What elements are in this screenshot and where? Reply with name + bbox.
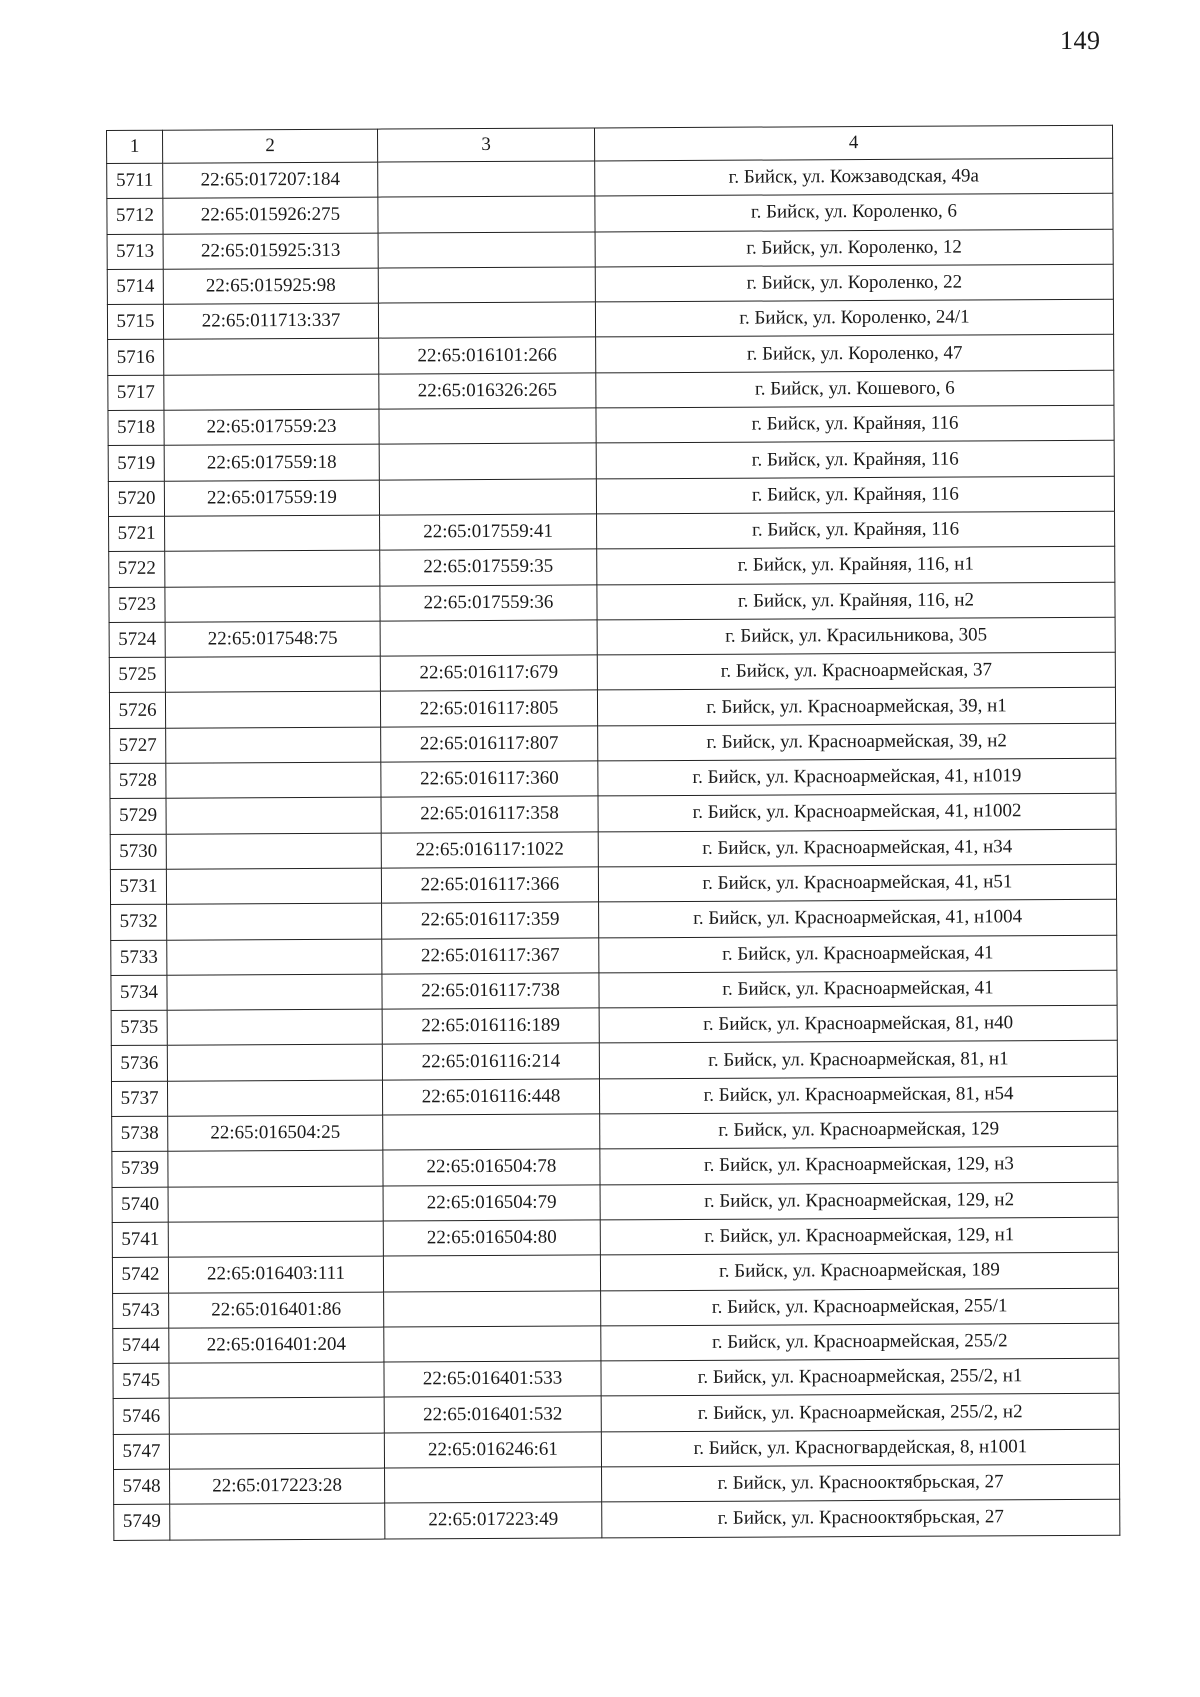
secondary-cadastral-cell: 22:65:016504:80 xyxy=(383,1220,600,1256)
secondary-cadastral-cell: 22:65:016117:679 xyxy=(380,655,597,691)
cadastral-number-cell xyxy=(165,692,380,728)
address-cell: г. Бийск, ул. Красноармейская, 189 xyxy=(600,1252,1118,1290)
cadastral-number-cell: 22:65:011713:337 xyxy=(163,303,378,339)
secondary-cadastral-cell: 22:65:016117:807 xyxy=(381,726,598,762)
row-number-cell: 5714 xyxy=(107,269,163,305)
address-cell: г. Бийск, ул. Красноармейская, 81, н1 xyxy=(599,1041,1117,1079)
row-number-cell: 5725 xyxy=(109,657,165,693)
address-cell: г. Бийск, ул. Красноармейская, 255/2, н1 xyxy=(601,1358,1119,1396)
cadastral-number-cell: 22:65:017559:18 xyxy=(164,444,379,480)
address-cell: г. Бийск, ул. Красноармейская, 129, н2 xyxy=(600,1182,1118,1220)
table-row xyxy=(112,1252,1118,1293)
row-number-cell: 5715 xyxy=(107,304,163,340)
secondary-cadastral-cell: 22:65:016117:358 xyxy=(381,796,598,832)
cadastral-number-cell xyxy=(167,903,382,939)
secondary-cadastral-cell: 22:65:016117:359 xyxy=(382,902,599,938)
column-header: 3 xyxy=(377,128,594,162)
table-row xyxy=(108,335,1114,376)
table-row xyxy=(108,441,1114,482)
row-number-cell: 5727 xyxy=(110,728,166,764)
table-row xyxy=(113,1323,1119,1364)
secondary-cadastral-cell: 22:65:016401:533 xyxy=(384,1361,601,1397)
row-number-cell: 5740 xyxy=(112,1187,168,1223)
table-row xyxy=(113,1394,1119,1435)
row-number-cell: 5743 xyxy=(113,1293,169,1329)
row-number-cell: 5719 xyxy=(108,446,164,482)
address-cell: г. Бийск, ул. Красноармейская, 41, н1004 xyxy=(599,899,1117,937)
secondary-cadastral-cell xyxy=(378,267,595,303)
row-number-cell: 5746 xyxy=(113,1399,169,1435)
address-cell: г. Бийск, ул. Краснооктябрьская, 27 xyxy=(602,1464,1120,1502)
secondary-cadastral-cell: 22:65:016504:78 xyxy=(383,1149,600,1185)
cadastral-number-cell: 22:65:015925:98 xyxy=(163,268,378,304)
secondary-cadastral-cell: 22:65:016117:1022 xyxy=(381,832,598,868)
address-cell: г. Бийск, ул. Красноармейская, 129, н3 xyxy=(600,1147,1118,1185)
cadastral-number-cell: 22:65:017559:23 xyxy=(164,409,379,445)
secondary-cadastral-cell: 22:65:016117:367 xyxy=(382,937,599,973)
secondary-cadastral-cell: 22:65:016326:265 xyxy=(379,373,596,409)
table-row xyxy=(111,1076,1117,1117)
cadastral-number-cell xyxy=(170,1503,385,1539)
row-number-cell: 5731 xyxy=(110,869,166,905)
secondary-cadastral-cell xyxy=(385,1467,602,1503)
address-cell: г. Бийск, ул. Красноармейская, 81, н54 xyxy=(599,1076,1117,1114)
table-row xyxy=(107,194,1113,235)
secondary-cadastral-cell: 22:65:016504:79 xyxy=(383,1185,600,1221)
address-cell: г. Бийск, ул. Красноармейская, 41 xyxy=(599,970,1117,1008)
table-row xyxy=(107,158,1113,199)
cadastral-number-cell: 22:65:015925:313 xyxy=(163,233,378,269)
cadastral-number-cell xyxy=(166,833,381,869)
cadastral-number-cell xyxy=(165,550,380,586)
cadastral-number-cell xyxy=(167,1009,382,1045)
row-number-cell: 5724 xyxy=(109,622,165,658)
table-row xyxy=(109,546,1115,587)
table-row xyxy=(114,1464,1120,1505)
cadastral-number-cell xyxy=(167,1080,382,1116)
address-cell: г. Бийск, ул. Красноармейская, 255/2 xyxy=(601,1323,1119,1361)
table-row xyxy=(111,1005,1117,1046)
address-cell: г. Бийск, ул. Красноармейская, 81, н40 xyxy=(599,1005,1117,1043)
cadastral-number-cell xyxy=(166,727,381,763)
secondary-cadastral-cell: 22:65:016117:366 xyxy=(381,867,598,903)
address-cell: г. Бийск, ул. Кошевого, 6 xyxy=(596,370,1114,408)
cadastral-number-cell: 22:65:016403:111 xyxy=(168,1256,383,1292)
registry-body xyxy=(107,158,1120,1540)
row-number-cell: 5735 xyxy=(111,1010,167,1046)
table-row xyxy=(109,617,1115,658)
address-cell: г. Бийск, ул. Красноармейская, 37 xyxy=(597,652,1115,690)
cadastral-number-cell: 22:65:016401:204 xyxy=(169,1327,384,1363)
cadastral-number-cell: 22:65:017207:184 xyxy=(163,162,378,198)
secondary-cadastral-cell: 22:65:017223:49 xyxy=(385,1502,602,1538)
table-row xyxy=(113,1358,1119,1399)
row-number-cell: 5736 xyxy=(111,1046,167,1082)
row-number-cell: 5749 xyxy=(114,1504,170,1540)
table-row xyxy=(110,758,1116,799)
address-cell: г. Бийск, ул. Красноармейская, 41, н1002 xyxy=(598,794,1116,832)
cadastral-number-cell xyxy=(168,1221,383,1257)
address-cell: г. Бийск, ул. Крайняя, 116 xyxy=(596,405,1114,443)
address-cell: г. Бийск, ул. Красноармейская, 129, н1 xyxy=(600,1217,1118,1255)
secondary-cadastral-cell: 22:65:017559:35 xyxy=(380,549,597,585)
table-row xyxy=(107,299,1113,340)
cadastral-number-cell: 22:65:017548:75 xyxy=(165,621,380,657)
row-number-cell: 5734 xyxy=(111,975,167,1011)
column-header: 4 xyxy=(594,125,1112,161)
secondary-cadastral-cell xyxy=(378,196,595,232)
row-number-cell: 5716 xyxy=(108,340,164,376)
table-row xyxy=(107,264,1113,305)
secondary-cadastral-cell xyxy=(384,1326,601,1362)
cadastral-number-cell xyxy=(166,762,381,798)
row-number-cell: 5748 xyxy=(114,1469,170,1505)
address-cell: г. Бийск, ул. Крайняя, 116 xyxy=(597,511,1115,549)
table-row xyxy=(114,1499,1120,1540)
table-row xyxy=(109,652,1115,693)
secondary-cadastral-cell xyxy=(383,1114,600,1150)
cadastral-number-cell: 22:65:016504:25 xyxy=(168,1115,383,1151)
page-number: 149 xyxy=(1060,26,1101,55)
cadastral-number-cell xyxy=(164,374,379,410)
secondary-cadastral-cell xyxy=(379,408,596,444)
cadastral-number-cell xyxy=(169,1433,384,1469)
address-cell: г. Бийск, ул. Красноармейская, 129 xyxy=(600,1111,1118,1149)
address-cell: г. Бийск, ул. Красноармейская, 39, н2 xyxy=(598,723,1116,761)
column-header: 1 xyxy=(107,130,163,163)
table-row xyxy=(111,899,1117,940)
row-number-cell: 5729 xyxy=(110,799,166,835)
row-number-cell: 5717 xyxy=(108,375,164,411)
cadastral-number-cell: 22:65:017559:19 xyxy=(164,480,379,516)
row-number-cell: 5744 xyxy=(113,1328,169,1364)
table-row xyxy=(110,864,1116,905)
row-number-cell: 5745 xyxy=(113,1363,169,1399)
cadastral-number-cell xyxy=(167,939,382,975)
address-cell: г. Бийск, ул. Красноармейская, 255/1 xyxy=(601,1288,1119,1326)
table-row xyxy=(113,1288,1119,1329)
address-cell: г. Бийск, ул. Краснооктябрьская, 27 xyxy=(602,1499,1120,1537)
row-number-cell: 5733 xyxy=(111,940,167,976)
address-cell: г. Бийск, ул. Кожзаводская, 49а xyxy=(595,158,1113,196)
secondary-cadastral-cell: 22:65:016401:532 xyxy=(384,1396,601,1432)
table-row xyxy=(110,723,1116,764)
address-cell: г. Бийск, ул. Короленко, 22 xyxy=(595,264,1113,302)
secondary-cadastral-cell: 22:65:016101:266 xyxy=(379,337,596,373)
cadastral-number-cell xyxy=(166,797,381,833)
secondary-cadastral-cell xyxy=(378,232,595,268)
row-number-cell: 5747 xyxy=(113,1434,169,1470)
row-number-cell: 5713 xyxy=(107,234,163,270)
row-number-cell: 5732 xyxy=(111,904,167,940)
row-number-cell: 5726 xyxy=(109,693,165,729)
row-number-cell: 5711 xyxy=(107,163,163,199)
address-cell: г. Бийск, ул. Короленко, 24/1 xyxy=(595,299,1113,337)
secondary-cadastral-cell xyxy=(378,161,595,197)
row-number-cell: 5718 xyxy=(108,410,164,446)
secondary-cadastral-cell xyxy=(380,620,597,656)
cadastral-number-cell xyxy=(164,339,379,375)
secondary-cadastral-cell xyxy=(379,479,596,515)
address-cell: г. Бийск, ул. Крайняя, 116, н1 xyxy=(597,546,1115,584)
row-number-cell: 5728 xyxy=(110,763,166,799)
cadastral-number-cell xyxy=(165,586,380,622)
secondary-cadastral-cell: 22:65:017559:36 xyxy=(380,584,597,620)
secondary-cadastral-cell: 22:65:016116:448 xyxy=(382,1079,599,1115)
secondary-cadastral-cell: 22:65:016116:214 xyxy=(382,1043,599,1079)
header-row xyxy=(107,125,1113,163)
table-row xyxy=(109,582,1115,623)
cadastral-number-cell: 22:65:016401:86 xyxy=(169,1292,384,1328)
row-number-cell: 5738 xyxy=(112,1116,168,1152)
row-number-cell: 5742 xyxy=(112,1257,168,1293)
table-row xyxy=(112,1182,1118,1223)
secondary-cadastral-cell: 22:65:016117:360 xyxy=(381,761,598,797)
address-cell: г. Бийск, ул. Красногвардейская, 8, н1001 xyxy=(601,1429,1119,1467)
address-cell: г. Бийск, ул. Крайняя, 116, н2 xyxy=(597,582,1115,620)
row-number-cell: 5723 xyxy=(109,587,165,623)
address-cell: г. Бийск, ул. Крайняя, 116 xyxy=(596,441,1114,479)
cadastral-number-cell: 22:65:017223:28 xyxy=(170,1468,385,1504)
address-cell: г. Бийск, ул. Красноармейская, 255/2, н2 xyxy=(601,1394,1119,1432)
table-row xyxy=(111,970,1117,1011)
address-cell: г. Бийск, ул. Красноармейская, 39, н1 xyxy=(597,688,1115,726)
cadastral-number-cell: 22:65:015926:275 xyxy=(163,197,378,233)
table-row xyxy=(108,476,1114,517)
row-number-cell: 5730 xyxy=(110,834,166,870)
column-header: 2 xyxy=(163,129,378,163)
address-cell: г. Бийск, ул. Крайняя, 116 xyxy=(596,476,1114,514)
cadastral-number-cell xyxy=(169,1397,384,1433)
table-row xyxy=(112,1147,1118,1188)
table-row xyxy=(108,370,1114,411)
cadastral-number-cell xyxy=(166,868,381,904)
table-row xyxy=(108,405,1114,446)
row-number-cell: 5739 xyxy=(112,1152,168,1188)
table-row xyxy=(110,829,1116,870)
address-cell: г. Бийск, ул. Короленко, 47 xyxy=(596,335,1114,373)
address-cell: г. Бийск, ул. Красноармейская, 41 xyxy=(599,935,1117,973)
secondary-cadastral-cell xyxy=(384,1290,601,1326)
registry-table xyxy=(106,125,1120,1541)
secondary-cadastral-cell: 22:65:017559:41 xyxy=(380,514,597,550)
secondary-cadastral-cell: 22:65:016116:189 xyxy=(382,1008,599,1044)
registry-sheet xyxy=(106,125,1119,1541)
row-number-cell: 5721 xyxy=(109,516,165,552)
cadastral-number-cell xyxy=(168,1150,383,1186)
cadastral-number-cell xyxy=(165,656,380,692)
address-cell: г. Бийск, ул. Красильникова, 305 xyxy=(597,617,1115,655)
table-row xyxy=(107,229,1113,270)
secondary-cadastral-cell: 22:65:016117:805 xyxy=(380,690,597,726)
cadastral-number-cell xyxy=(167,974,382,1010)
row-number-cell: 5722 xyxy=(109,551,165,587)
row-number-cell: 5737 xyxy=(111,1081,167,1117)
address-cell: г. Бийск, ул. Красноармейская, 41, н51 xyxy=(598,864,1116,902)
secondary-cadastral-cell: 22:65:016117:738 xyxy=(382,973,599,1009)
address-cell: г. Бийск, ул. Красноармейская, 41, н34 xyxy=(598,829,1116,867)
table-row xyxy=(112,1217,1118,1258)
secondary-cadastral-cell: 22:65:016246:61 xyxy=(384,1432,601,1468)
secondary-cadastral-cell xyxy=(379,443,596,479)
table-row xyxy=(111,1041,1117,1082)
table-row xyxy=(109,511,1115,552)
secondary-cadastral-cell xyxy=(383,1255,600,1291)
table-row xyxy=(109,688,1115,729)
address-cell: г. Бийск, ул. Красноармейская, 41, н1019 xyxy=(598,758,1116,796)
cadastral-number-cell xyxy=(167,1044,382,1080)
row-number-cell: 5720 xyxy=(108,481,164,517)
table-row xyxy=(113,1429,1119,1470)
table-row xyxy=(110,794,1116,835)
cadastral-number-cell xyxy=(169,1362,384,1398)
table-row xyxy=(112,1111,1118,1152)
row-number-cell: 5741 xyxy=(112,1222,168,1258)
secondary-cadastral-cell xyxy=(378,302,595,338)
cadastral-number-cell xyxy=(168,1186,383,1222)
table-row xyxy=(111,935,1117,976)
address-cell: г. Бийск, ул. Короленко, 12 xyxy=(595,229,1113,267)
row-number-cell: 5712 xyxy=(107,199,163,235)
cadastral-number-cell xyxy=(165,515,380,551)
address-cell: г. Бийск, ул. Короленко, 6 xyxy=(595,194,1113,232)
